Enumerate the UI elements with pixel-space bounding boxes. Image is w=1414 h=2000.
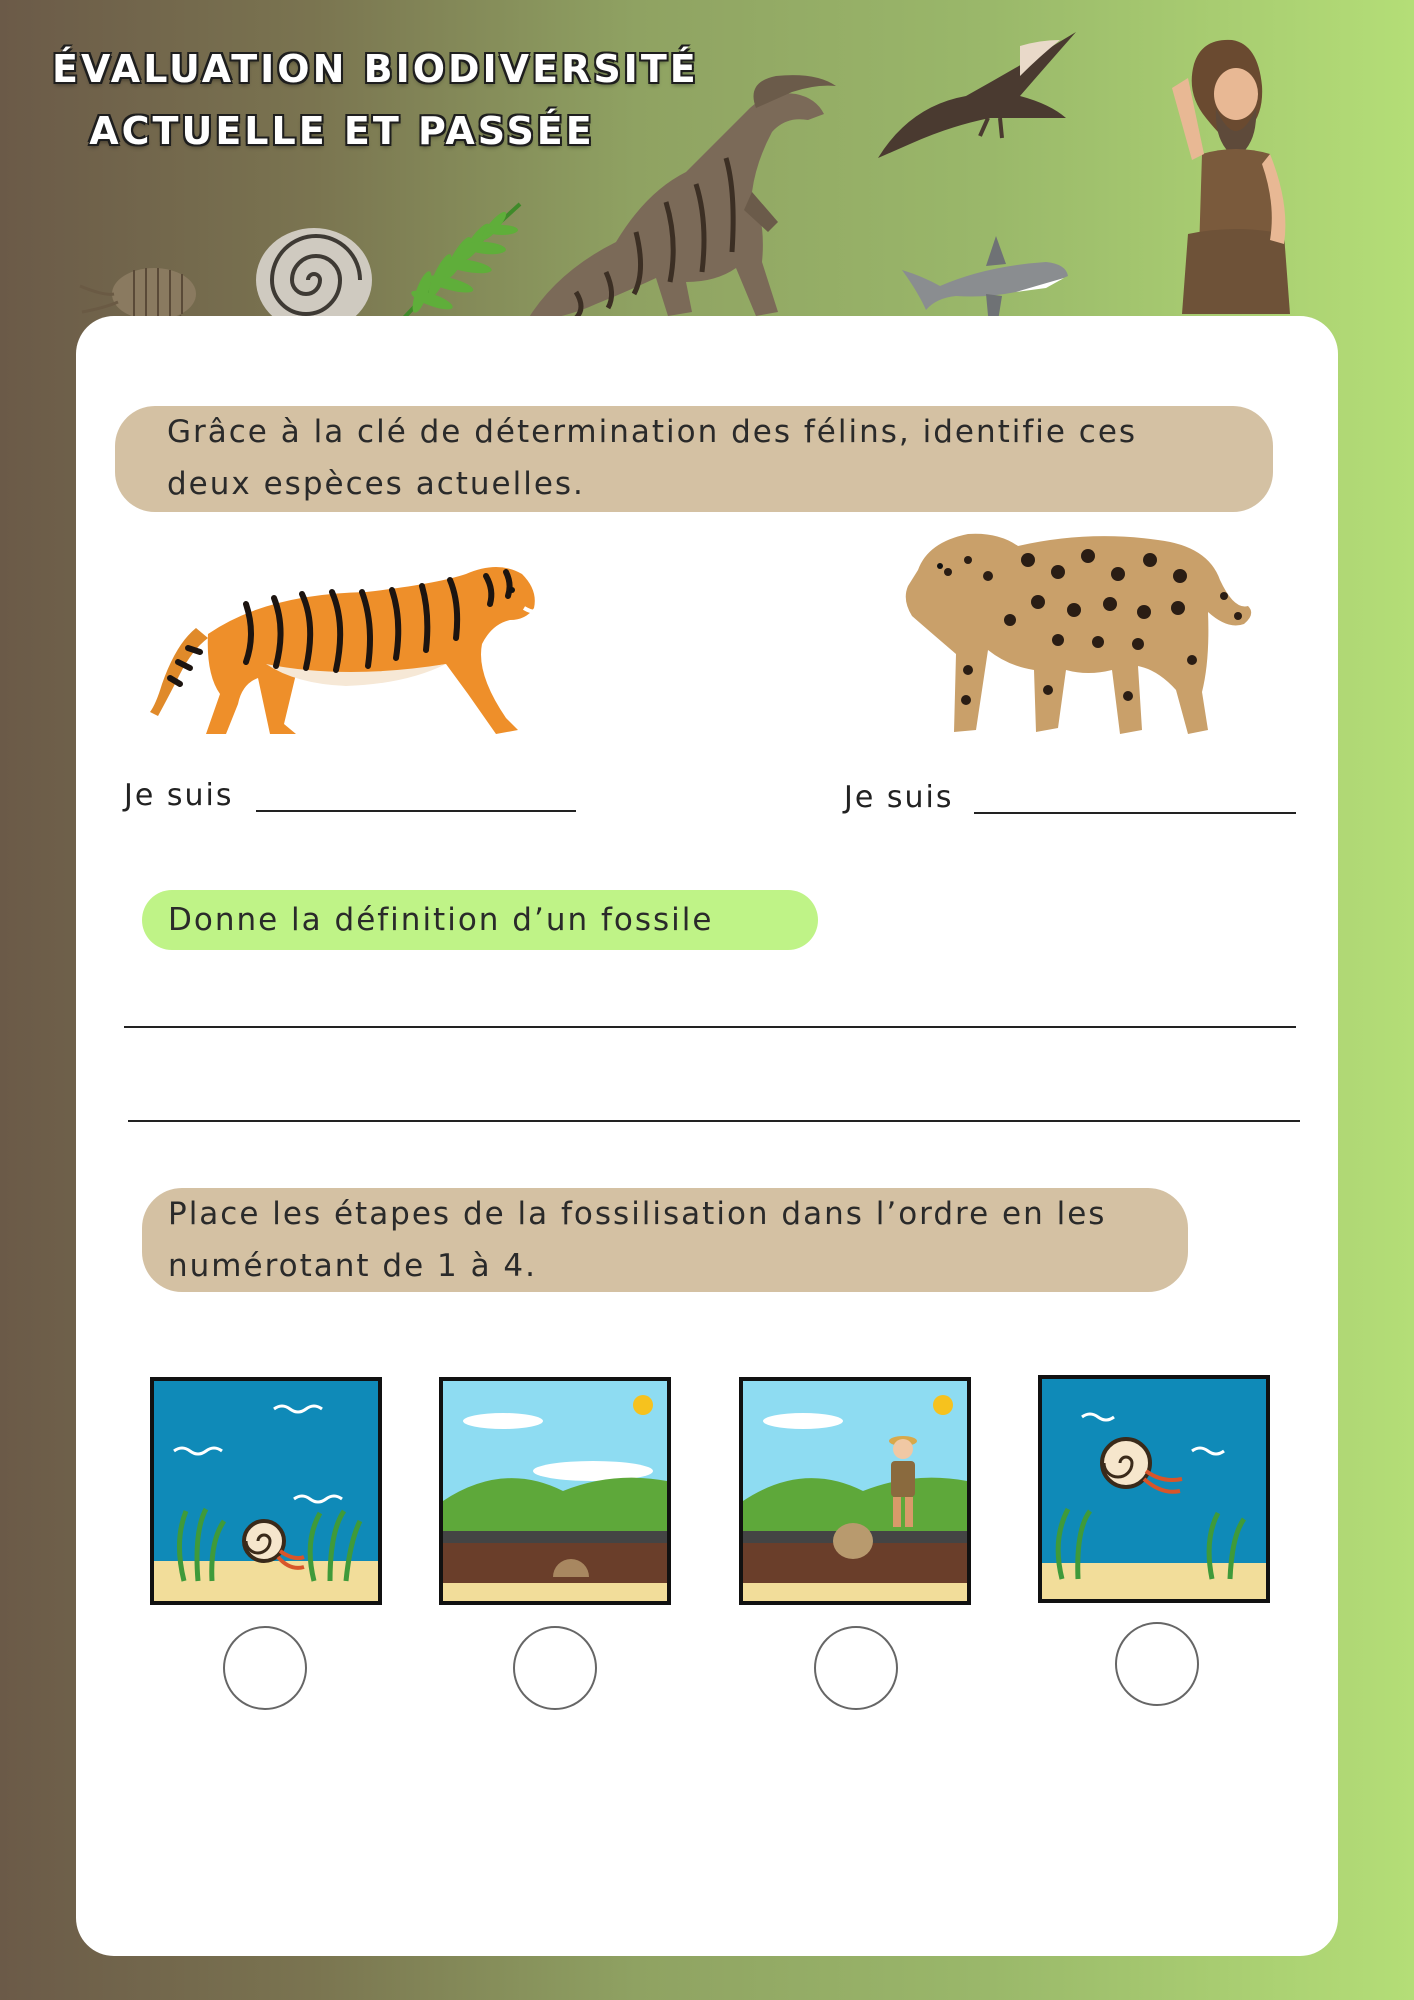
fossilisation-step-panel-2 xyxy=(439,1377,671,1605)
definition-line-1[interactable] xyxy=(124,1026,1296,1028)
answer-label-right: Je suis xyxy=(844,780,954,815)
pterosaur-icon xyxy=(870,26,1080,164)
ammonite-swimming-scene xyxy=(1042,1379,1266,1599)
title-line-2: ACTUELLE ET PASSÉE xyxy=(89,109,595,153)
answer-line-right[interactable] xyxy=(974,812,1296,814)
step-number-circle-3[interactable] xyxy=(814,1626,898,1710)
tiger-image xyxy=(146,554,542,738)
question-2-banner xyxy=(142,890,818,950)
caveman-icon xyxy=(1158,34,1306,316)
title-line-1: ÉVALUATION BIODIVERSITÉ xyxy=(52,47,699,91)
question-2-prompt: Donne la définition d’un fossile xyxy=(168,902,714,938)
ammonite-underwater-scene xyxy=(154,1381,378,1601)
step-number-circle-1[interactable] xyxy=(223,1626,307,1710)
paleontologist-dig-scene xyxy=(743,1381,967,1601)
definition-line-2[interactable] xyxy=(128,1120,1300,1122)
fern-icon xyxy=(392,196,526,326)
fossilisation-step-panel-3 xyxy=(739,1377,971,1605)
jaguar-image xyxy=(888,520,1256,748)
question-1-banner xyxy=(115,406,1273,512)
fossil-buried-scene xyxy=(443,1381,667,1601)
step-number-circle-4[interactable] xyxy=(1115,1622,1199,1706)
fossilisation-step-panel-1 xyxy=(150,1377,382,1605)
answer-line-left[interactable] xyxy=(256,810,576,812)
question-1-prompt: Grâce à la clé de détermination des félins, identifie ces deux espèces actuelles. xyxy=(167,414,1138,502)
question-3-banner xyxy=(142,1188,1188,1292)
fossilisation-step-panel-4 xyxy=(1038,1375,1270,1603)
question-3-prompt: Place les étapes de la fossilisation dans l’ordre en les numérotant de 1 à 4. xyxy=(168,1196,1107,1284)
parasaurolophus-icon xyxy=(516,72,838,334)
step-number-circle-2[interactable] xyxy=(513,1626,597,1710)
answer-label-left: Je suis xyxy=(124,778,234,813)
